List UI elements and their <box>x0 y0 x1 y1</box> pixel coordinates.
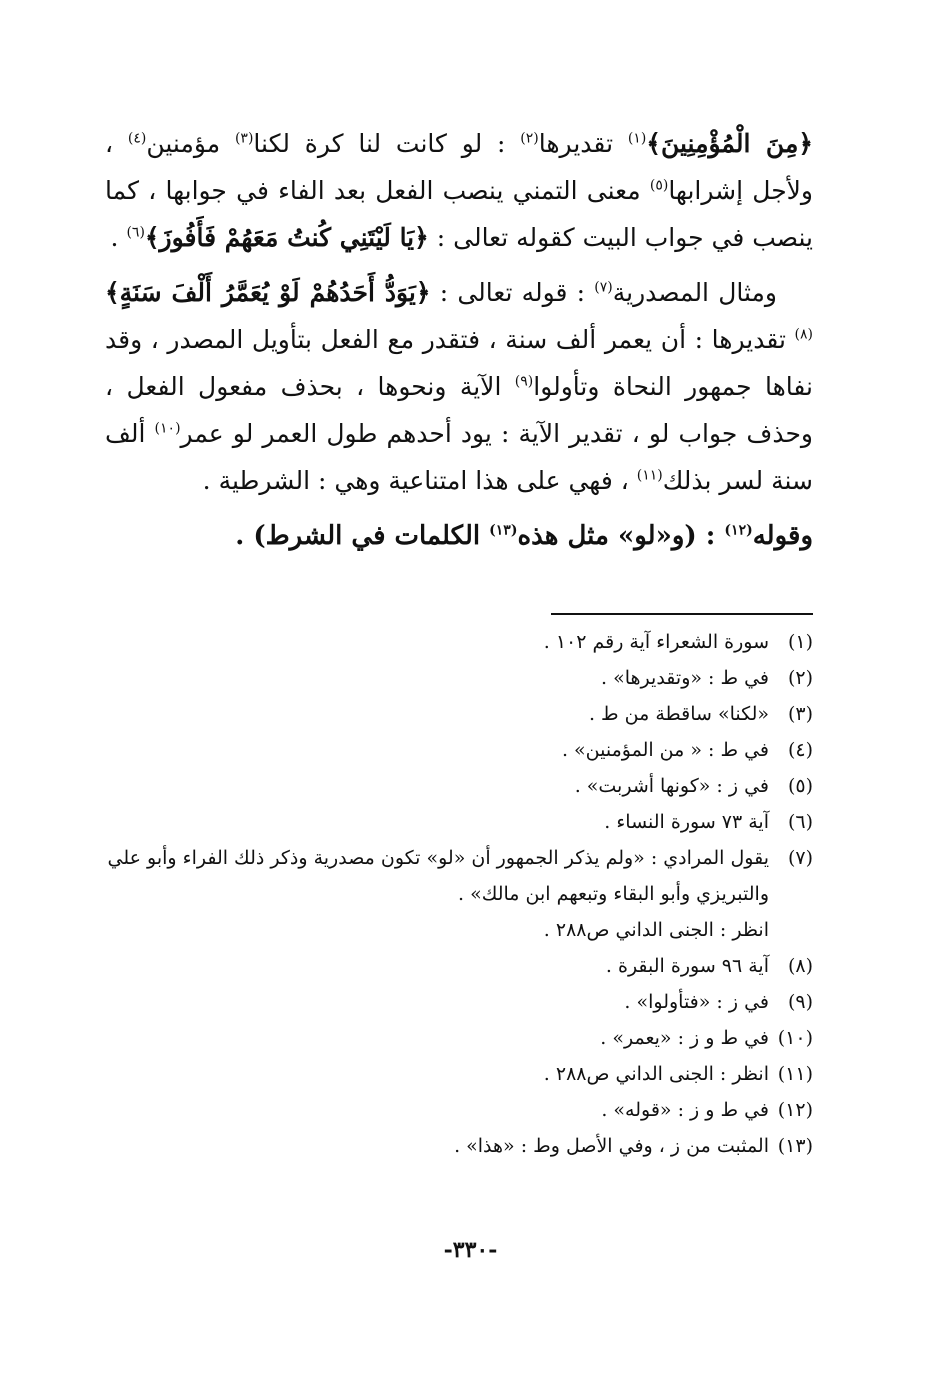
footnote-number: (٤) <box>787 739 813 761</box>
paragraph-2 <box>105 269 813 504</box>
footnote-number: (١٠) <box>777 1027 813 1049</box>
footnote-1 <box>101 624 813 660</box>
text-span: ، ولأجل إشرابها <box>105 129 813 205</box>
footnote-ref: (٢) <box>520 130 539 147</box>
footnote-number: (٢) <box>787 667 813 689</box>
text-span: ألف سنة لسر بذلك <box>105 419 813 495</box>
footnote-ref: (١٠) <box>154 420 181 437</box>
quran-quote: ﴿مِنَ الْمُؤْمِنِينَ﴾ <box>646 129 814 158</box>
footnote-7-continuation: انظر : الجنى الداني ص٢٨٨ . <box>543 919 769 941</box>
footnote-number: (١٢) <box>777 1099 813 1121</box>
quran-quote: ﴿يَا لَيْتَنِي كُنتُ مَعَهُمْ فَأَفُوزَ﴾ <box>144 223 429 252</box>
footnote-text: «لكنا» ساقطة من ط . <box>588 703 769 725</box>
main-text <box>105 120 813 560</box>
text-span: . <box>110 223 127 252</box>
paragraph-1 <box>105 120 813 261</box>
text-span: معنى التمني ينصب الفعل بعد الفاء في جوابها ، كما ينصب في جواب البيت كقوله تعالى : <box>105 176 813 252</box>
footnote-3 <box>101 696 813 732</box>
footnote-number: (١١) <box>777 1063 813 1085</box>
footnote-text: في ط و ز : «قوله» . <box>601 1099 769 1121</box>
text-span: تقديرها <box>538 129 628 158</box>
footnotes <box>101 624 813 1164</box>
text-span: وقوله <box>752 521 813 551</box>
footnote-5 <box>101 768 813 804</box>
footnote-7 <box>101 840 813 912</box>
page-number: -٣٣٠- <box>443 1237 498 1263</box>
footnote-text: انظر : الجنى الداني ص٢٨٨ . <box>543 1063 769 1085</box>
footnote-12 <box>101 1092 813 1128</box>
footnote-number: (٨) <box>787 955 813 977</box>
footnote-text: في ط : «وتقديرها» . <box>601 667 769 689</box>
text-span: تقديرها : أن يعمر ألف سنة ، فتقدر مع الفعل بتأويل المصدر ، وقد نفاها جمهور النحاة وتأولوا <box>105 325 813 401</box>
footnote-13 <box>101 1128 813 1164</box>
commentary-heading <box>105 512 813 560</box>
footnote-11 <box>101 1056 813 1092</box>
footnote-text: سورة الشعراء آية رقم ١٠٢ . <box>543 631 769 653</box>
footnote-text: في ز : «فتأولوا» . <box>624 991 769 1013</box>
footnote-ref: (٣) <box>234 130 254 147</box>
footnote-8 <box>101 948 813 984</box>
footnote-ref: (٦) <box>126 224 145 241</box>
text-span: الآية ونحوها ، بحذف مفعول الفعل ، وحذف جواب لو ، تقدير الآية : يود أحدهم طول العمر لو عمر <box>105 372 813 448</box>
footnote-text: في ط و ز : «يعمر» . <box>600 1027 769 1049</box>
footnote-ref: (١) <box>627 130 647 147</box>
footnote-text: في ط : « من المؤمنين» . <box>561 739 769 761</box>
text-span: الكلمات في الشرط) . <box>235 521 490 551</box>
footnote-ref: (٤) <box>127 130 147 147</box>
footnote-number: (٩) <box>787 991 813 1013</box>
footnote-10 <box>101 1020 813 1056</box>
footnote-ref: (١٢) <box>724 522 753 539</box>
footnote-number: (٦) <box>787 811 813 833</box>
text-span: : قوله تعالى : <box>430 278 595 307</box>
text-span: مؤمنين <box>146 129 235 158</box>
footnote-2 <box>101 660 813 696</box>
text-span: : (و«لو» مثل هذه <box>517 521 725 551</box>
footnote-ref: (٩) <box>514 373 534 390</box>
footnote-ref: (٥) <box>649 177 669 194</box>
footnote-text: يقول المرادي : «ولم يذكر الجمهور أن «لو» تكون مصدرية وذكر ذلك الفراء وأبو علي والتبريزي وأبو البقاء وتبعهم ابن مالك» . <box>107 847 769 905</box>
footnote-text: في ز : «كونها أشربت» . <box>574 775 769 797</box>
footnote-ref: (١١) <box>636 467 663 484</box>
footnote-9 <box>101 984 813 1020</box>
quran-quote: ﴿يَوَدُّ أَحَدُهُمْ لَوْ يُعَمَّرُ أَلْفَ سَنَةٍ﴾ <box>105 278 431 307</box>
footnote-text: آية ٩٦ سورة البقرة . <box>605 955 769 977</box>
text-span: ومثال المصدرية <box>612 278 777 307</box>
footnote-number: (٣) <box>787 703 813 725</box>
footnote-ref: (١٣) <box>489 522 518 539</box>
text-span: ، فهي على هذا امتناعية وهي : الشرطية . <box>202 466 637 495</box>
footnote-number: (١) <box>787 631 813 653</box>
footnote-number: (٥) <box>787 775 813 797</box>
footnote-divider <box>551 613 813 615</box>
footnote-6 <box>101 804 813 840</box>
footnote-text: آية ٧٣ سورة النساء . <box>604 811 769 833</box>
footnote-ref: (٧) <box>594 279 613 296</box>
footnote-number: (١٣) <box>777 1135 813 1157</box>
footnote-4 <box>101 732 813 768</box>
footnote-ref: (٨) <box>794 326 813 343</box>
text-span: : لو كانت لنا كرة لكنا <box>253 129 521 158</box>
footnote-number: (٧) <box>787 847 813 869</box>
footnote-text: المثبت من ز ، وفي الأصل وط : «هذا» . <box>454 1135 769 1157</box>
